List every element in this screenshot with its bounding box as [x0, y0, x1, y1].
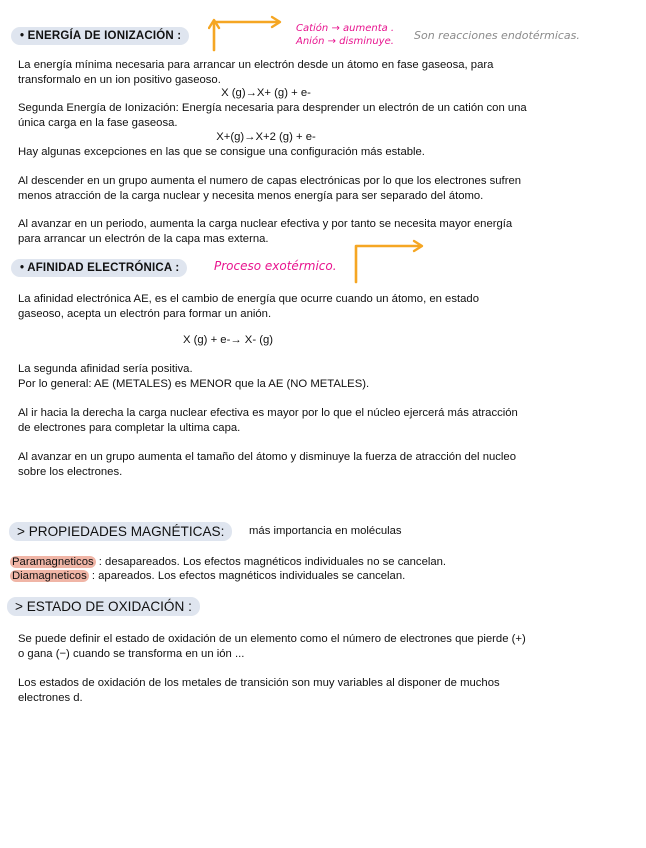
term-diamagneticos: Diamagneticos [12, 570, 87, 582]
note-cation: Catión → aumenta . [296, 23, 395, 34]
heading-afinidad: • AFINIDAD ELECTRÓNICA : [11, 259, 187, 277]
text-line: de electrones para completar la ultima capa. [18, 421, 241, 434]
heading-magneticas-label: > PROPIEDADES MAGNÉTICAS: [17, 524, 225, 539]
text-line: única carga en la fase gaseosa. [18, 116, 178, 129]
heading-oxidacion [7, 597, 200, 616]
magneticas-para [10, 555, 625, 570]
afinidad-derecha [18, 406, 633, 435]
text-line: Al descender en un grupo aumenta el numero de capas electrónicas por lo que los electrones sufren [18, 175, 522, 187]
note-endotermicas: Son reacciones endotérmicas. [414, 29, 580, 42]
equation-2: X+(g)→X+2 (g) + e- [216, 131, 316, 143]
heading-ionizacion: • ENERGÍA DE IONIZACIÓN : [11, 27, 189, 45]
text-line: La energía mínima necesaria para arrancar un electrón desde un átomo en fase gaseosa, para [18, 59, 494, 71]
ionizacion-definition [18, 58, 633, 87]
text-line: para arrancar un electrón de la capa mas externa. [18, 232, 269, 245]
text-line: Al avanzar en un periodo, aumenta la carga nuclear efectiva y por tanto se necesita mayor energía [18, 218, 513, 230]
text-line: Por lo general: AE (METALES) es MENOR que la AE (NO METALES). [18, 377, 370, 390]
equation-afinidad: X (g) + e-→ X- (g) [182, 334, 274, 346]
text-line: transformalo en un ion positivo gaseoso. [18, 73, 221, 86]
equation-1: X (g)→X+ (g) + e- [221, 87, 311, 99]
text-line: Hay algunas excepciones en las que se consigue una configuración más estable. [18, 146, 425, 158]
text-line: gaseoso, acepta un electrón para formar un anión. [18, 307, 272, 320]
ionizacion-excepciones [18, 145, 633, 160]
ionizacion-segunda [18, 101, 633, 130]
text-line: La segunda afinidad sería positiva. [18, 363, 193, 375]
text-line: La afinidad electrónica AE, es el cambio de energía que ocurre cuando un átomo, en estado [18, 293, 479, 305]
afinidad-segunda [18, 362, 633, 391]
text-line: menos atracción de la carga nuclear y necesita menos energía para ser separado del átomo. [18, 189, 484, 202]
text-line: Al avanzar en un grupo aumenta el tamaño del átomo y disminuye la fuerza de atracción del nucleo [18, 451, 516, 463]
note-anion: Anión → disminuye. [296, 36, 394, 47]
def-paramagneticos: : desapareados. Los efectos magnéticos individuales no se cancelan. [98, 556, 447, 568]
ionizacion-grupo [18, 174, 633, 203]
ionizacion-periodo [18, 217, 633, 246]
arrow-icon-top [208, 12, 284, 52]
magneticas-tail: más importancia en moléculas [249, 525, 402, 537]
text-line: sobre los electrones. [18, 465, 123, 478]
afinidad-definition [18, 292, 633, 321]
afinidad-grupo [18, 450, 633, 479]
oxidacion-transicion [18, 676, 633, 705]
text-line: Los estados de oxidación de los metales de transición son muy variables al disponer de muchos [18, 677, 500, 689]
oxidacion-definition [18, 632, 633, 661]
def-diamagneticos: : apareados. Los efectos magnéticos individuales se cancelan. [91, 570, 406, 582]
magneticas-dia [10, 569, 625, 584]
heading-magneticas [9, 522, 232, 541]
note-exotermico: Proceso exotérmico. [214, 259, 337, 273]
text-line: electrones d. [18, 691, 83, 704]
heading-oxidacion-label: > ESTADO DE OXIDACIÓN : [15, 599, 192, 614]
text-line: Segunda Energía de Ionización: Energía necesaria para desprender un electrón de un catión con una [18, 102, 527, 114]
text-line: o gana (−) cuando se transforma en un ión ... [18, 647, 245, 660]
text-line: Se puede definir el estado de oxidación de un elemento como el número de electrones que pierde (+) [18, 633, 526, 645]
text-line: Al ir hacia la derecha la carga nuclear efectiva es mayor por lo que el núcleo ejercerá más atracción [18, 407, 518, 419]
term-paramagneticos: Paramagneticos [12, 556, 94, 568]
